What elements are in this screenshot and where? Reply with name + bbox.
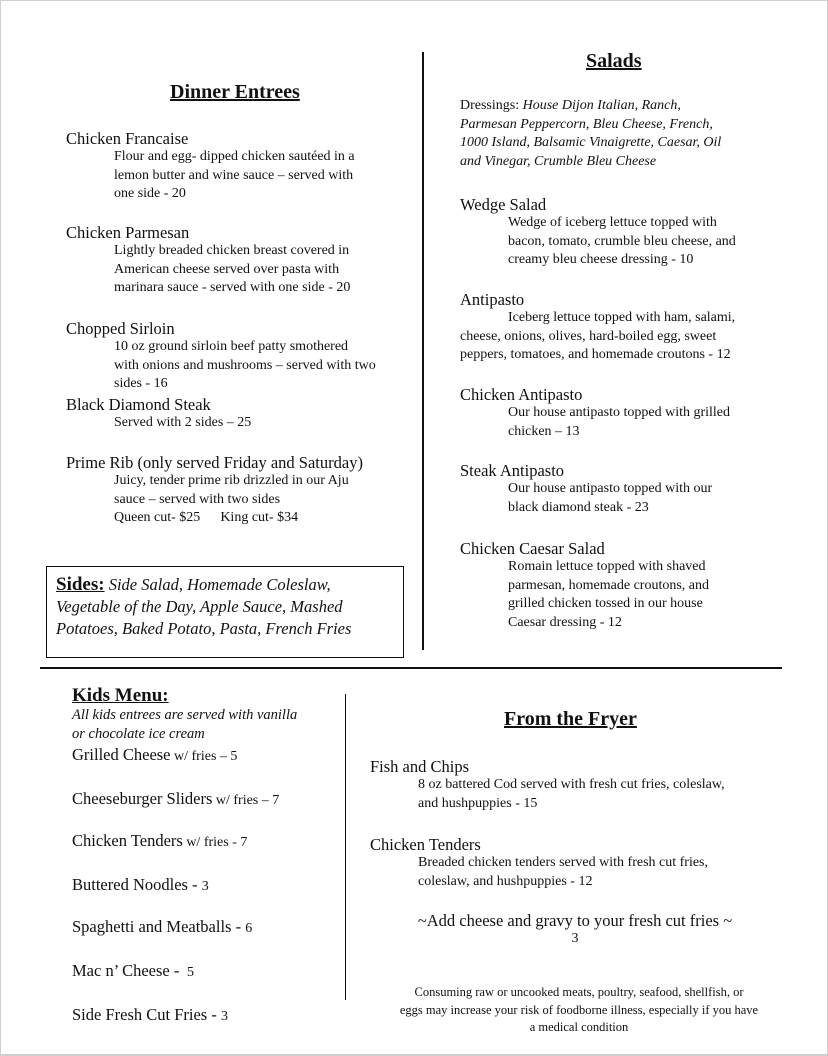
desc-line: 8 oz battered Cod served with fresh cut fries, coleslaw, [418, 777, 725, 792]
item-name: Wedge Salad [460, 195, 547, 214]
dinner-item-prime-rib [66, 453, 421, 528]
kids-item-name: Chicken Tenders [72, 831, 183, 850]
kids-menu-heading: Kids Menu: [72, 685, 169, 706]
kids-item-name: Buttered Noodles - [72, 875, 202, 894]
item-name: Chopped Sirloin [66, 319, 175, 338]
desc-line: Our house antipasto topped with grilled [508, 405, 731, 420]
item-name: Chicken Caesar Salad [460, 539, 605, 558]
column-divider-top [422, 52, 424, 650]
desc-line: American cheese served over pasta with [114, 261, 340, 277]
kids-item-spaghetti-meatballs [72, 917, 252, 939]
desc-line: black diamond steak - 23 [508, 499, 649, 515]
item-description [66, 472, 421, 528]
item-name: Fish and Chips [370, 757, 470, 776]
desc-line: Flour and egg- dipped chicken sautéed in a [114, 149, 355, 164]
dressings-line: and Vinegar, Crumble Bleu Cheese [460, 153, 657, 169]
kids-item-name: Grilled Cheese [72, 745, 171, 764]
dinner-item-chicken-francaise [66, 129, 421, 204]
item-name: Prime Rib (only served Friday and Saturday) [66, 453, 363, 472]
sides-label: Sides: [56, 574, 105, 595]
item-name: Chicken Antipasto [460, 385, 583, 404]
kids-item-price: 3 [220, 1009, 228, 1024]
item-description [66, 242, 421, 298]
fries-addon [360, 911, 790, 949]
sides-list [56, 574, 395, 640]
dinner-item-chopped-sirloin [66, 319, 421, 394]
dressings-line: 1000 Island, Balsamic Vinaigrette, Caesar, Oil [460, 135, 722, 150]
desc-line: parmesan, homemade croutons, and [508, 577, 709, 593]
note-line: or chocolate ice cream [72, 726, 205, 742]
desc-line: Caesar dressing - 12 [508, 614, 622, 630]
kids-item-price: w/ fries – 7 [212, 793, 280, 808]
item-description [460, 480, 810, 517]
desc-line: Breaded chicken tenders served with fresh cut fries, [418, 855, 708, 870]
kids-item-mac-n-cheese [72, 961, 194, 983]
item-description [66, 414, 421, 433]
addon-text: ~Add cheese and gravy to your fresh cut fries ~ [417, 911, 733, 930]
desc-line: Romain lettuce topped with shaved [508, 559, 706, 574]
dinner-item-black-diamond-steak [66, 395, 421, 433]
kids-item-price: w/ fries – 5 [170, 749, 238, 764]
item-description [370, 854, 810, 891]
item-description [460, 309, 820, 365]
desc-line: Our house antipasto topped with our [508, 481, 713, 496]
kids-item-name: Spaghetti and Meatballs - [72, 917, 246, 936]
desc-line: bacon, tomato, crumble bleu cheese, and [508, 233, 736, 249]
disclaimer-line: a medical condition [529, 1020, 629, 1034]
item-name: Chicken Francaise [66, 129, 189, 148]
desc-line: Served with 2 sides – 25 [114, 415, 252, 430]
desc-line: coleslaw, and hushpuppies - 12 [418, 873, 593, 889]
item-description [66, 148, 421, 204]
column-divider-bottom [345, 694, 346, 1000]
item-name: Steak Antipasto [460, 461, 565, 480]
kids-item-price: 3 [201, 879, 209, 894]
dressings-line: Parmesan Peppercorn, Bleu Cheese, French, [460, 116, 713, 132]
kids-menu-note [72, 706, 342, 744]
section-divider [40, 667, 782, 669]
kids-item-chicken-tenders [72, 831, 247, 853]
sides-line: Side Salad, Homemade Coleslaw, [108, 575, 331, 594]
salad-item-antipasto [460, 290, 820, 365]
desc-line: Iceberg lettuce topped with ham, salami, [508, 310, 736, 325]
desc-line: sides - 16 [114, 376, 168, 391]
desc-line: peppers, tomatoes, and homemade croutons - 12 [460, 347, 731, 362]
desc-line: Lightly breaded chicken breast covered in [114, 243, 350, 258]
kids-item-side-fries [72, 1005, 228, 1027]
item-name: Chicken Parmesan [66, 223, 190, 242]
disclaimer-line: eggs may increase your risk of foodborne illness, especially if you have [399, 1002, 759, 1017]
item-description [460, 404, 810, 441]
salad-item-chicken-caesar [460, 539, 810, 632]
desc-line: 10 oz ground sirloin beef patty smothered [114, 339, 349, 354]
addon-price: 3 [571, 931, 579, 946]
item-name: Antipasto [460, 290, 525, 309]
dinner-item-chicken-parmesan [66, 223, 421, 298]
desc-line: one side - 20 [114, 186, 186, 201]
item-description [66, 338, 421, 394]
dressings-line: House Dijon Italian, Ranch, [522, 98, 681, 113]
salads-heading: Salads [586, 50, 642, 72]
from-the-fryer-heading: From the Fryer [504, 708, 637, 730]
page-border-left [0, 0, 1, 1056]
dinner-entrees-heading: Dinner Entrees [170, 81, 300, 103]
prime-rib-cuts [114, 509, 421, 528]
salad-item-chicken-antipasto [460, 385, 810, 441]
kids-item-buttered-noodles [72, 875, 209, 897]
desc-line: Juicy, tender prime rib drizzled in our Aju [114, 473, 349, 488]
kids-item-name: Side Fresh Cut Fries - [72, 1005, 221, 1024]
item-description [460, 214, 810, 270]
desc-line: creamy bleu cheese dressing - 10 [508, 252, 694, 267]
salad-item-steak-antipasto [460, 461, 810, 517]
king-cut-price: King cut- $34 [220, 510, 299, 525]
note-line: All kids entrees are served with vanilla [72, 707, 298, 723]
dressings-list [460, 97, 800, 171]
kids-item-price: 6 [245, 921, 253, 936]
food-safety-disclaimer [358, 984, 800, 1037]
item-description [460, 558, 810, 632]
item-name: Chicken Tenders [370, 835, 481, 854]
item-description [370, 776, 810, 813]
desc-line: and hushpuppies - 15 [418, 795, 538, 811]
queen-cut-price: Queen cut- $25 [114, 510, 201, 525]
desc-line: marinara sauce - served with one side - 20 [114, 280, 351, 295]
disclaimer-line: Consuming raw or uncooked meats, poultry, seafood, shellfish, or [414, 985, 744, 999]
sides-line: Potatoes, Baked Potato, Pasta, French Fries [56, 619, 352, 638]
fryer-item-chicken-tenders [370, 835, 810, 891]
kids-item-cheeseburger-sliders [72, 789, 279, 811]
kids-item-price: 5 [183, 965, 194, 980]
kids-item-price: w/ fries - 7 [182, 835, 248, 850]
sides-line: Vegetable of the Day, Apple Sauce, Mashed [56, 597, 343, 616]
kids-item-grilled-cheese [72, 745, 237, 767]
desc-line: Wedge of iceberg lettuce topped with [508, 215, 717, 230]
desc-line: grilled chicken tossed in our house [508, 596, 703, 611]
fryer-item-fish-and-chips [370, 757, 810, 813]
desc-line: chicken – 13 [508, 423, 580, 439]
desc-line: sauce – served with two sides [114, 491, 281, 507]
item-name: Black Diamond Steak [66, 395, 211, 414]
dressings-label: Dressings: [460, 98, 520, 113]
salad-item-wedge [460, 195, 810, 270]
sides-box [46, 566, 404, 658]
kids-item-name: Mac n’ Cheese - [72, 961, 184, 980]
desc-line: with onions and mushrooms – served with two [114, 357, 376, 373]
kids-item-name: Cheeseburger Sliders [72, 789, 213, 808]
page-border-top [0, 0, 828, 1]
desc-line: cheese, onions, olives, hard-boiled egg, sweet [460, 328, 717, 344]
desc-line: lemon butter and wine sauce – served with [114, 167, 354, 183]
